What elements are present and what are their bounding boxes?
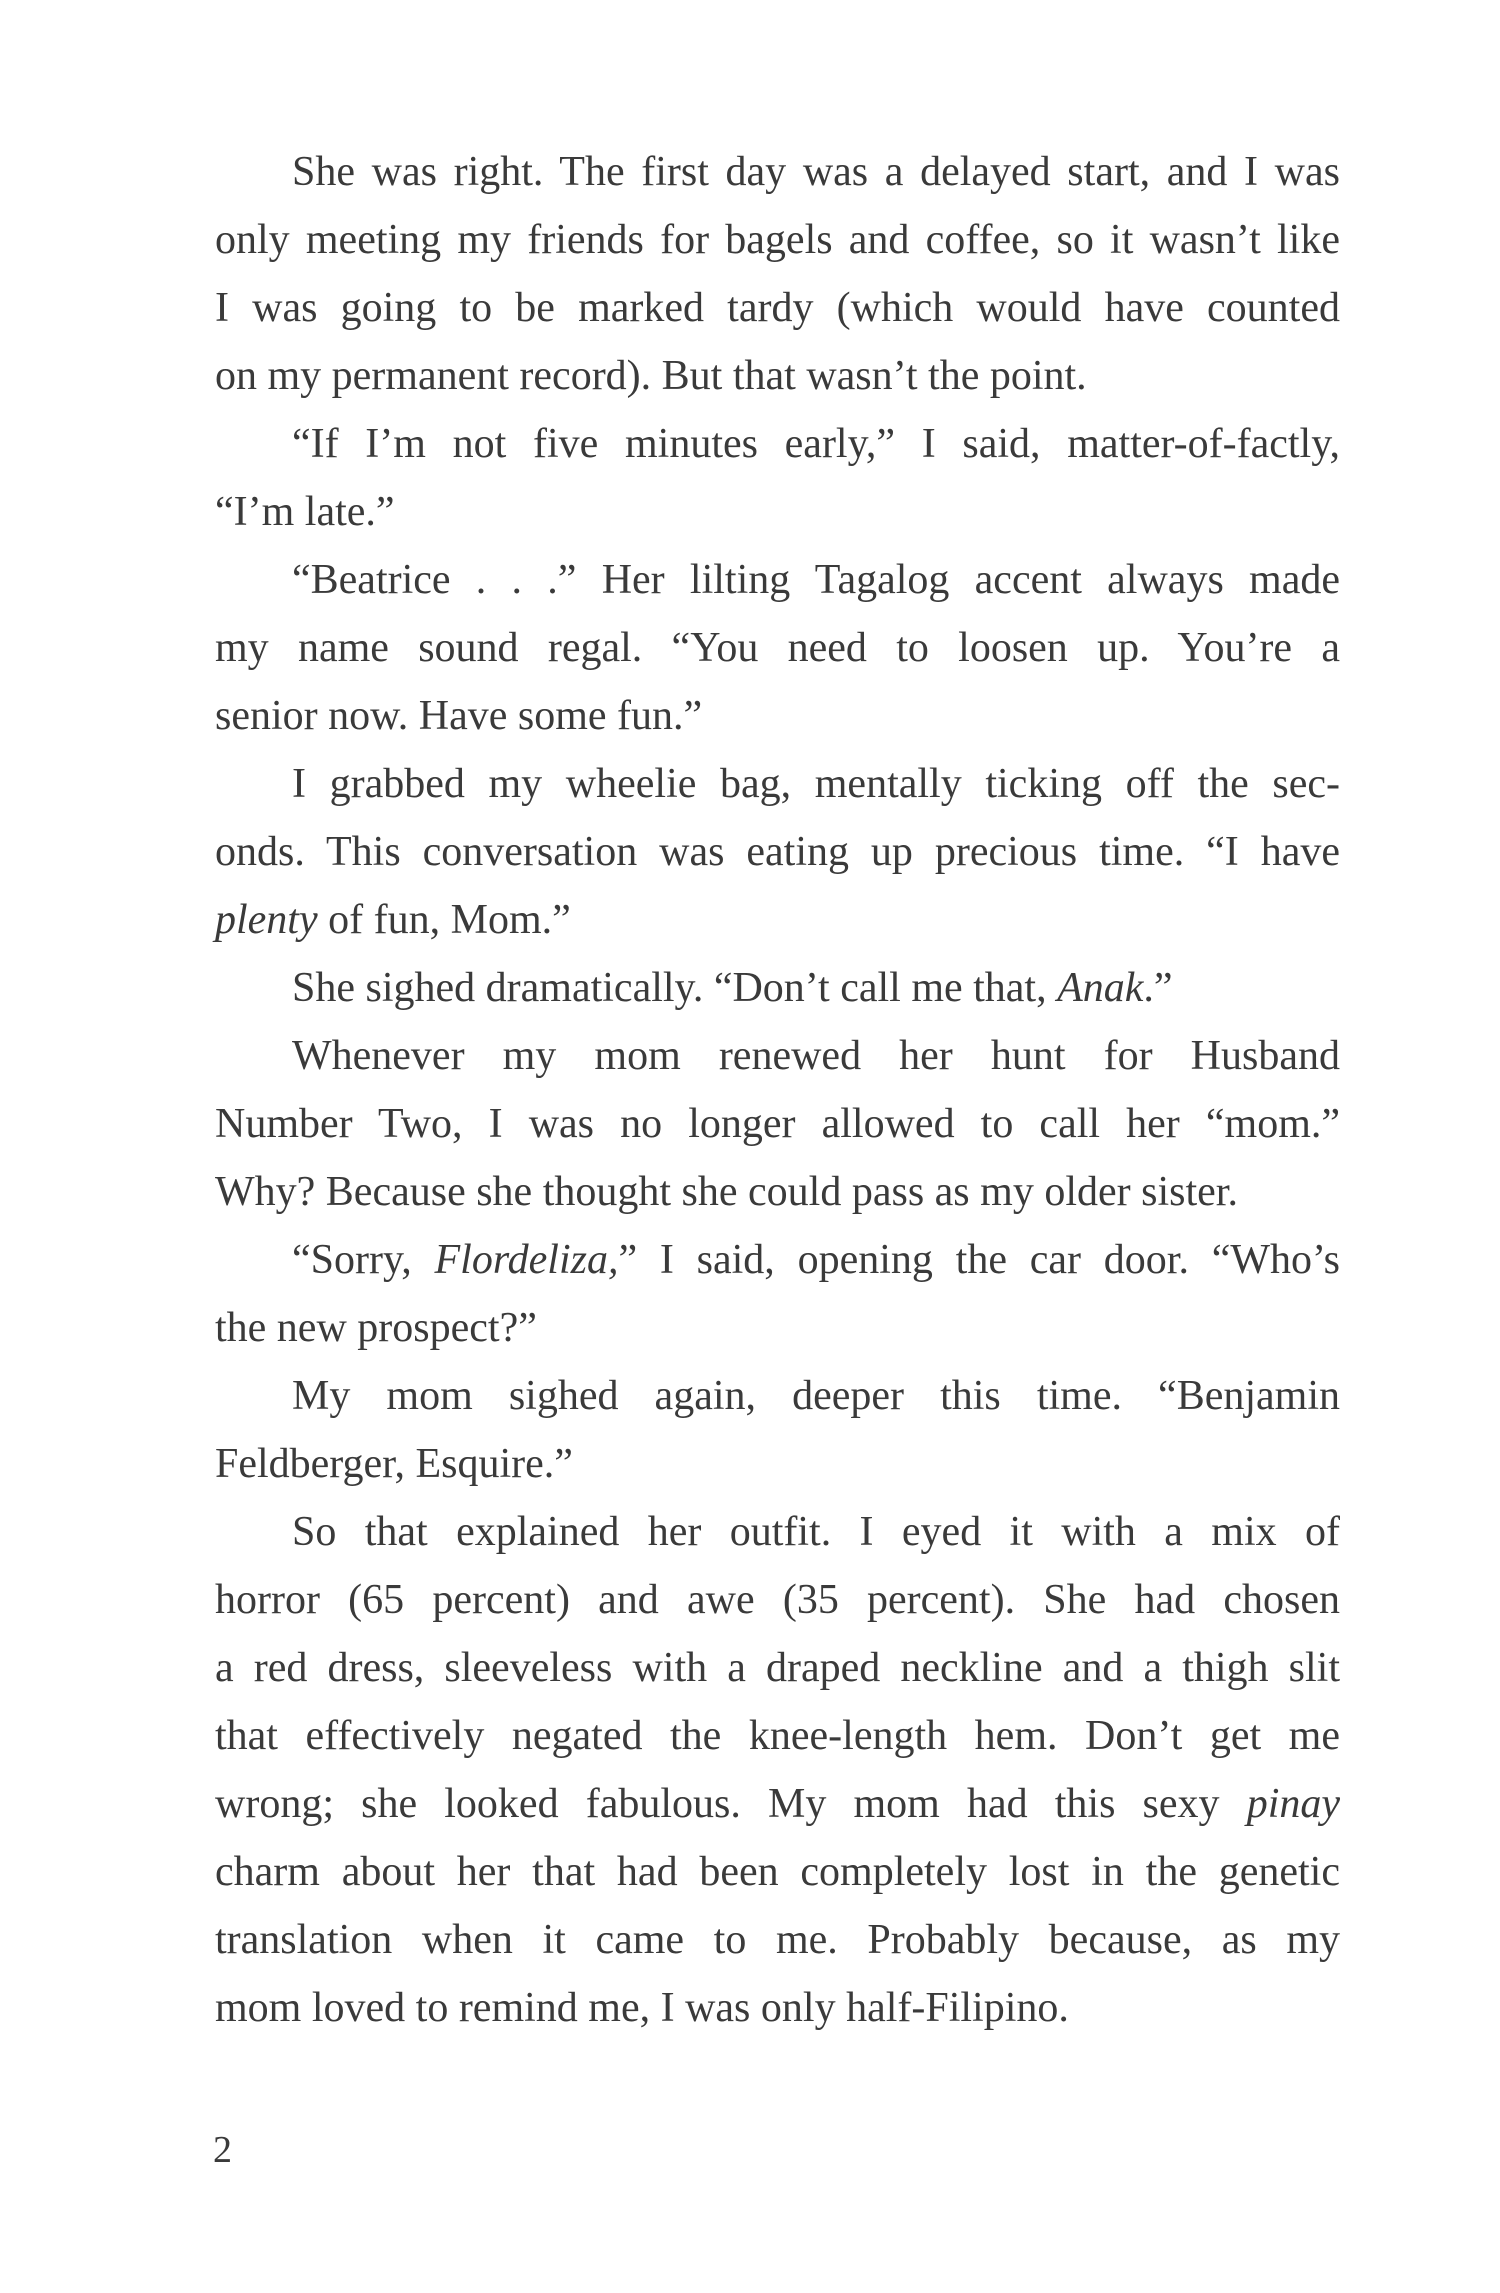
paragraph-7 <box>215 1226 1340 1362</box>
body-text <box>215 138 1340 2042</box>
text-line: only meeting my friends for bagels and coffee, so it wasn’t like <box>215 217 1340 263</box>
italic-word: Anak <box>1057 965 1144 1011</box>
text-line: mom loved to remind me, I was only half-Filipino. <box>215 1985 1069 2031</box>
text-line <box>215 1770 1340 1838</box>
text-line: that effectively negated the knee-length hem. Don’t get me <box>215 1713 1340 1759</box>
italic-word: pinay <box>1246 1781 1340 1827</box>
text-line: Whenever my mom renewed her hunt for Husband <box>292 1033 1340 1079</box>
text-line: My mom sighed again, deeper this time. “Benjamin <box>292 1373 1340 1419</box>
text-line: a red dress, sleeveless with a draped neckline and a thigh slit <box>215 1645 1340 1691</box>
paragraph-9 <box>215 1498 1340 2042</box>
paragraph-4 <box>215 750 1340 954</box>
text-line: So that explained her outfit. I eyed it with a mix of <box>292 1509 1340 1555</box>
text-run: “Sorry, <box>292 1237 435 1283</box>
paragraph-1 <box>215 138 1340 410</box>
text-line <box>215 954 1340 1022</box>
text-line: She was right. The first day was a delayed start, and I was <box>292 149 1340 195</box>
text-line <box>215 886 1340 954</box>
text-line: Number Two, I was no longer allowed to call her “mom.” <box>215 1101 1340 1147</box>
text-line: translation when it came to me. Probably because, as my <box>215 1917 1340 1963</box>
text-line: “If I’m not five minutes early,” I said, matter-of-factly, <box>292 421 1340 467</box>
paragraph-3 <box>215 546 1340 750</box>
text-run: .” <box>1143 965 1173 1011</box>
paragraph-2 <box>215 410 1340 546</box>
text-line: “Beatrice . . .” Her lilting Tagalog accent always made <box>292 557 1340 603</box>
text-line: Why? Because she thought she could pass as my older sister. <box>215 1169 1238 1215</box>
paragraph-8 <box>215 1362 1340 1498</box>
page-number: 2 <box>213 2129 232 2171</box>
text-line: charm about her that had been completely lost in the genetic <box>215 1849 1340 1895</box>
text-run: of fun, Mom.” <box>317 897 571 943</box>
italic-word: plenty <box>215 897 318 943</box>
italic-word: Flordeliza, <box>434 1237 619 1283</box>
text-run: wrong; she looked fabulous. My mom had this sexy <box>215 1781 1247 1827</box>
text-line: “I’m late.” <box>215 489 395 535</box>
text-line: horror (65 percent) and awe (35 percent). She had chosen <box>215 1577 1340 1623</box>
text-line: on my permanent record). But that wasn’t the point. <box>215 353 1087 399</box>
text-run: She sighed dramatically. “Don’t call me that, <box>292 965 1058 1011</box>
text-line: onds. This conversation was eating up precious time. “I have <box>215 829 1340 875</box>
text-line: I was going to be marked tardy (which would have counted <box>215 285 1340 331</box>
text-line: Feldberger, Esquire.” <box>215 1441 573 1487</box>
paragraph-5 <box>215 954 1340 1022</box>
paragraph-6 <box>215 1022 1340 1226</box>
text-line: I grabbed my wheelie bag, mentally ticking off the sec- <box>292 761 1340 807</box>
text-run: ” I said, opening the car door. “Who’s <box>618 1237 1341 1283</box>
text-line: the new prospect?” <box>215 1305 537 1351</box>
text-line: senior now. Have some fun.” <box>215 693 703 739</box>
text-line: my name sound regal. “You need to loosen up. You’re a <box>215 625 1340 671</box>
text-line <box>215 1226 1340 1294</box>
